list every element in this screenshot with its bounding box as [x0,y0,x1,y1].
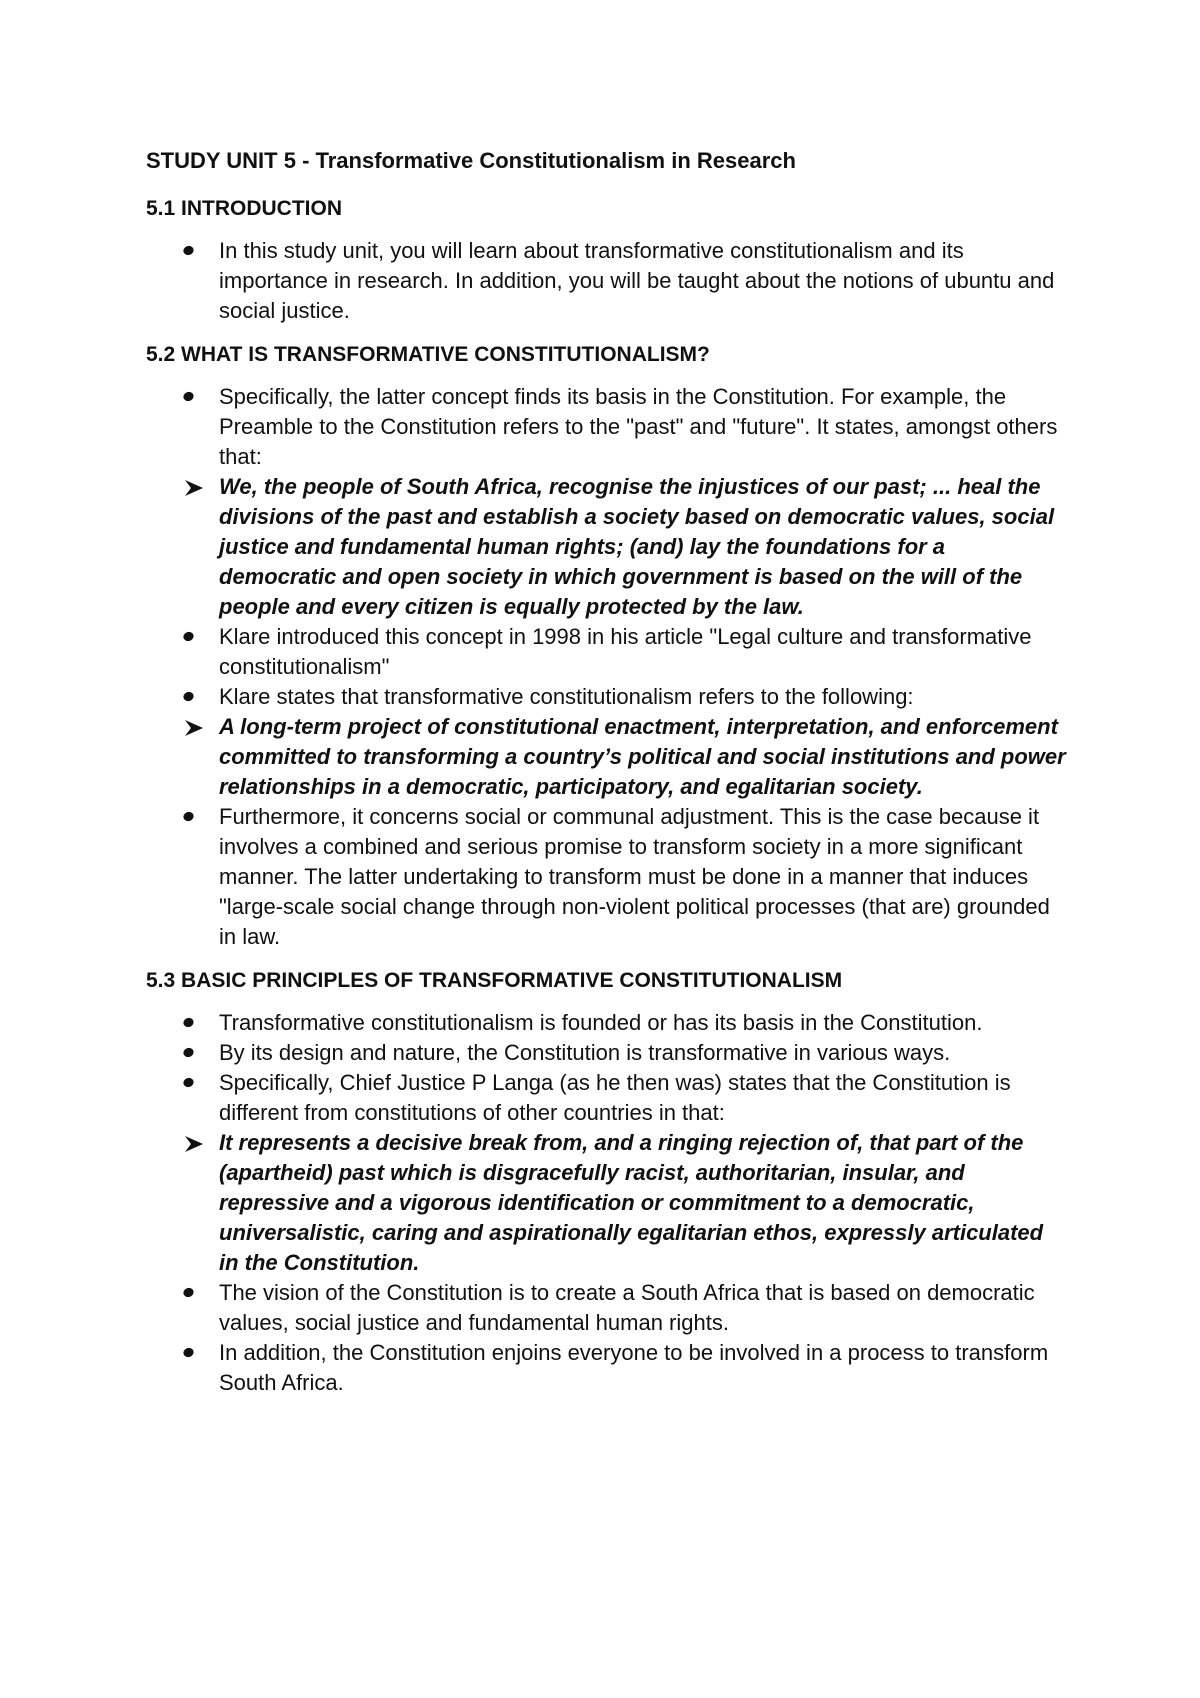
bullet-list [146,1008,1066,1398]
quote-item [146,712,1066,802]
list-item-text: By its design and nature, the Constitution is transformative in various ways. [219,1040,951,1065]
list-item [146,1278,1066,1338]
bullet-icon [182,1017,195,1029]
bullet-icon [182,391,195,403]
bullet-icon [182,1347,195,1359]
bullet-icon [182,245,195,257]
quote-item [146,472,1066,622]
list-item-text: Specifically, Chief Justice P Langa (as he then was) states that the Constitution is different from constitutions of other countries in that: [219,1070,1011,1125]
bullet-list [146,382,1066,952]
list-item [146,382,1066,472]
arrowhead-icon [184,1135,204,1153]
arrowhead-icon [184,719,204,737]
section-what-is-tc [146,340,1066,952]
list-item [146,682,1066,712]
section-introduction [146,194,1066,326]
list-item-text: The vision of the Constitution is to create a South Africa that is based on democratic values, social justice and fundamental human rights. [219,1280,1035,1335]
list-item-text: Klare introduced this concept in 1998 in his article "Legal culture and transformative constitutionalism" [219,624,1032,679]
list-item [146,1338,1066,1398]
quote-text: A long-term project of constitutional enactment, interpretation, and enforcement committed to transforming a country’s political and social institutions and power relationships in a democratic, participatory, and egalitarian society. [219,714,1066,799]
list-item [146,1068,1066,1128]
list-item [146,1008,1066,1038]
list-item [146,622,1066,682]
list-item [146,236,1066,326]
list-item-text: In addition, the Constitution enjoins everyone to be involved in a process to transform South Africa. [219,1340,1049,1395]
section-heading: 5.3 BASIC PRINCIPLES OF TRANSFORMATIVE CONSTITUTIONALISM [146,969,843,992]
quote-item [146,1128,1066,1278]
unit-title: STUDY UNIT 5 - Transformative Constitutionalism in Research [146,148,796,173]
bullet-icon [182,811,195,823]
list-item-text: Klare states that transformative constitutionalism refers to the following: [219,684,914,709]
bullet-icon [182,1287,195,1299]
list-item [146,802,1066,952]
list-item [146,1038,1066,1068]
section-heading: 5.2 WHAT IS TRANSFORMATIVE CONSTITUTIONALISM? [146,343,710,366]
list-item-text: Specifically, the latter concept finds its basis in the Constitution. For example, the Preamble to the Constitution refers to the "past" and "future". It states, amongst others that: [219,384,1058,469]
list-item-text: In this study unit, you will learn about transformative constitutionalism and its importance in research. In addition, you will be taught about the notions of ubuntu and social justice. [219,238,1055,323]
bullet-icon [182,691,195,703]
bullet-list [146,236,1066,326]
quote-text: We, the people of South Africa, recognise the injustices of our past; ... heal the divisions of the past and establish a society based on democratic values, social justice and fundamental human rights; (and) lay the foundations for a democratic and open society in which government is based on the will of the people and every citizen is equally protected by the law. [219,474,1055,619]
bullet-icon [182,631,195,643]
arrowhead-icon [184,479,204,497]
section-heading: 5.1 INTRODUCTION [146,197,343,220]
list-item-text: Transformative constitutionalism is founded or has its basis in the Constitution. [219,1010,983,1035]
quote-text: It represents a decisive break from, and a ringing rejection of, that part of the (apartheid) past which is disgracefully racist, authoritarian, insular, and repressive and a vigorous identification or commitment to a democratic, universalistic, caring and aspirationally egalitarian ethos, expressly articulated in the Constitution. [219,1130,1044,1275]
list-item-text: Furthermore, it concerns social or communal adjustment. This is the case because it involves a combined and serious promise to transform society in a more significant manner. The latter undertaking to transform must be done in a manner that induces "large-scale social change through non-violent political processes (that are) grounded in law. [219,804,1050,949]
bullet-icon [182,1047,195,1059]
section-basic-principles [146,966,1066,1398]
document-page [146,146,1066,1412]
bullet-icon [182,1077,195,1089]
